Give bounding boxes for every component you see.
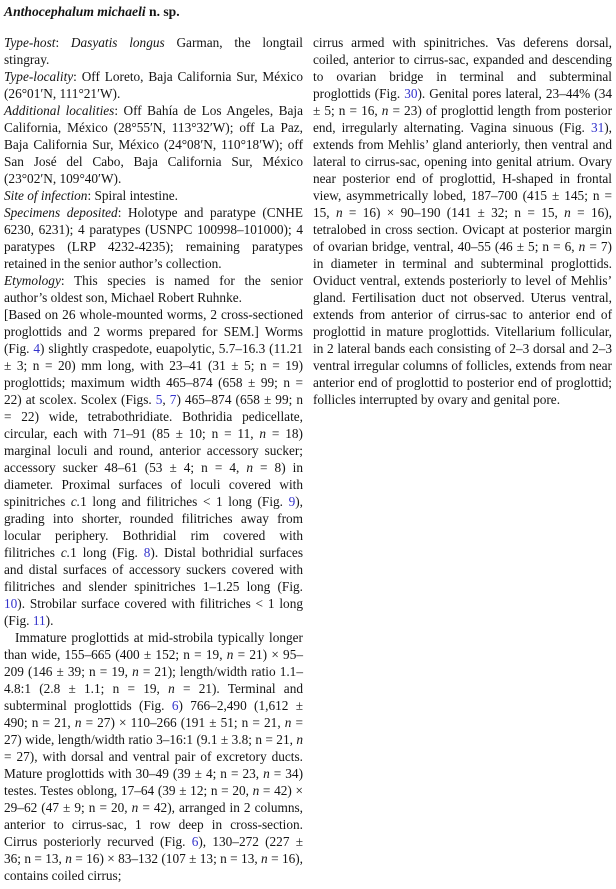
- description-paragraph-2-continued: cirrus armed with spinitriches. Vas deferens dorsal, coiled, anterior to cirrus-sac, expanded and descending to ovarian bridge in terminal and subterminal proglottids (Fig. 30). Genital pores lateral, 23–44% (34 ± 5; n = 16, n = 23) of proglottid length from posterior end, irregularly alternating. Vagina sinuous (Fig. 31), extends from Mehlis’ gland anteriorly, then ventral and lateral to cirrus-sac, opening into genital atrium. Ovary near posterior end of proglottid, H-shaped in frontal view, asymmetrically lobed, 187–700 (415 ± 145; n = 15, n = 16) × 90–190 (141 ± 32; n = 15, n = 16), tetralobed in cross section. Ovicapt at posterior margin of ovarian bridge, ventral, 40–55 (46 ± 5; n = 6, n = 7) in diameter in terminal and subterminal proglottids. Oviduct ventral, extends posteriorly to level of Mehlis’ gland. Fertilisation duct not observed. Uterus ventral, extends from anterior of cirrus-sac to anterior end of proglottid in mature proglottids. Vitellarium follicular, in 2 lateral bands each consisting of 2–3 dorsal and 2–3 ventral irregular columns of follicles, extends from near anterior end of proglottid to posterior end of proglottid; follicles interrupted by ovary and genital pore.: [313, 35, 613, 407]
- figure-link[interactable]: 7: [169, 392, 177, 407]
- figure-link[interactable]: 4: [33, 341, 41, 356]
- figure-link[interactable]: 6: [171, 698, 179, 713]
- type-locality-entry: Type-locality: Off Loreto, Baja California Sur, México (26°01′N, 111°21′W).: [4, 69, 303, 101]
- species-suffix: n. sp.: [145, 4, 180, 19]
- type-host-entry: Type-host: Dasyatis longus Garman, the longtail stingray.: [4, 35, 303, 67]
- description-paragraph-1: [Based on 26 whole-mounted worms, 2 cross-sectioned proglottids and 2 worms prepared for SEM.] Worms (Fig. 4) slightly craspedote, euapolytic, 5.7–16.3 (11.21 ± 3; n = 20) mm long, with 23–41 (31 ± 5; n = 19) proglottids; maximum width 465–874 (658 ± 99; n = 22) at scolex. Scolex (Figs. 5, 7) 465–874 (658 ± 99; n = 22) wide, tetrabothridiate. Bothridia pedicellate, circular, each with 71–91 (85 ± 10; n = 11, n = 18) marginal loculi and round, anterior accessory sucker; accessory sucker 48–61 (53 ± 4; n = 4, n = 8) in diameter. Proximal surfaces of loculi covered with spinitriches c.1 long and filitriches < 1 long (Fig. 9), grading into shorter, rounded filitriches away from locular periphery. Bothridial rim covered with filitriches c.1 long (Fig. 8). Distal bothridial surfaces and distal surfaces of accessory suckers covered with filitriches and slender spinitriches 1–1.25 long (Fig. 10). Strobilar surface covered with filitriches < 1 long (Fig. 11).: [4, 307, 304, 628]
- two-column-text-block: [4, 34, 612, 884]
- figure-link[interactable]: 31: [590, 120, 605, 135]
- figure-link[interactable]: 8: [143, 545, 151, 560]
- etymology-entry: Etymology: This species is named for the senior author’s oldest son, Michael Robert Ruhnke.: [4, 273, 303, 305]
- left-column: [4, 34, 303, 884]
- specimens-deposited-entry: Specimens deposited: Holotype and paratype (CNHE 6230, 6231); 4 paratypes (USNPC 100998–101000); 4 paratypes (LRP 4232-4235); remaining paratypes retained in the senior author’s collection.: [4, 205, 303, 271]
- figure-link[interactable]: 30: [404, 86, 418, 101]
- figure-link[interactable]: 6: [191, 834, 199, 849]
- figure-link[interactable]: 5: [155, 392, 163, 407]
- species-heading: [4, 4, 612, 20]
- figure-link[interactable]: 11: [32, 613, 46, 628]
- additional-localities-entry: Additional localities: Off Bahía de Los Angeles, Baja California, México (28°55′N, 113°32′W); off La Paz, Baja California Sur, México (24°08′N, 110°18′W); off San José del Cabo, Baja California Sur, México (23°02′N, 109°40′W).: [4, 103, 303, 186]
- figure-link[interactable]: 9: [288, 494, 296, 509]
- site-of-infection-entry: Site of infection: Spiral intestine.: [4, 188, 178, 203]
- figure-link[interactable]: 10: [4, 596, 18, 611]
- species-name: Anthocephalum michaeli: [4, 4, 146, 19]
- right-column: [313, 34, 612, 884]
- description-paragraph-2: Immature proglottids at mid-strobila typically longer than wide, 155–665 (400 ± 152; n = 19, n = 21) × 95–209 (146 ± 39; n = 19, n = 21); length/width ratio 1.1–4.8:1 (2.8 ± 1.1; n = 19, n = 21). Terminal and subterminal proglottids (Fig. 6) 766–2,490 (1,612 ± 490; n = 21, n = 27) × 110–266 (191 ± 51; n = 21, n = 27) wide, length/width ratio 3–16:1 (9.1 ± 3.8; n = 21, n = 27), with dorsal and ventral pair of excretory ducts. Mature proglottids with 30–49 (39 ± 4; n = 23, n = 34) testes. Testes oblong, 17–64 (39 ± 12; n = 20, n = 42) × 29–62 (47 ± 9; n = 20, n = 42), arranged in 2 columns, anterior to cirrus-sac, 1 row deep in cross-section. Cirrus posteriorly recurved (Fig. 6), 130–272 (227 ± 36; n = 13, n = 16) × 83–132 (107 ± 13; n = 13, n = 16), contains coiled cirrus;: [4, 630, 304, 883]
